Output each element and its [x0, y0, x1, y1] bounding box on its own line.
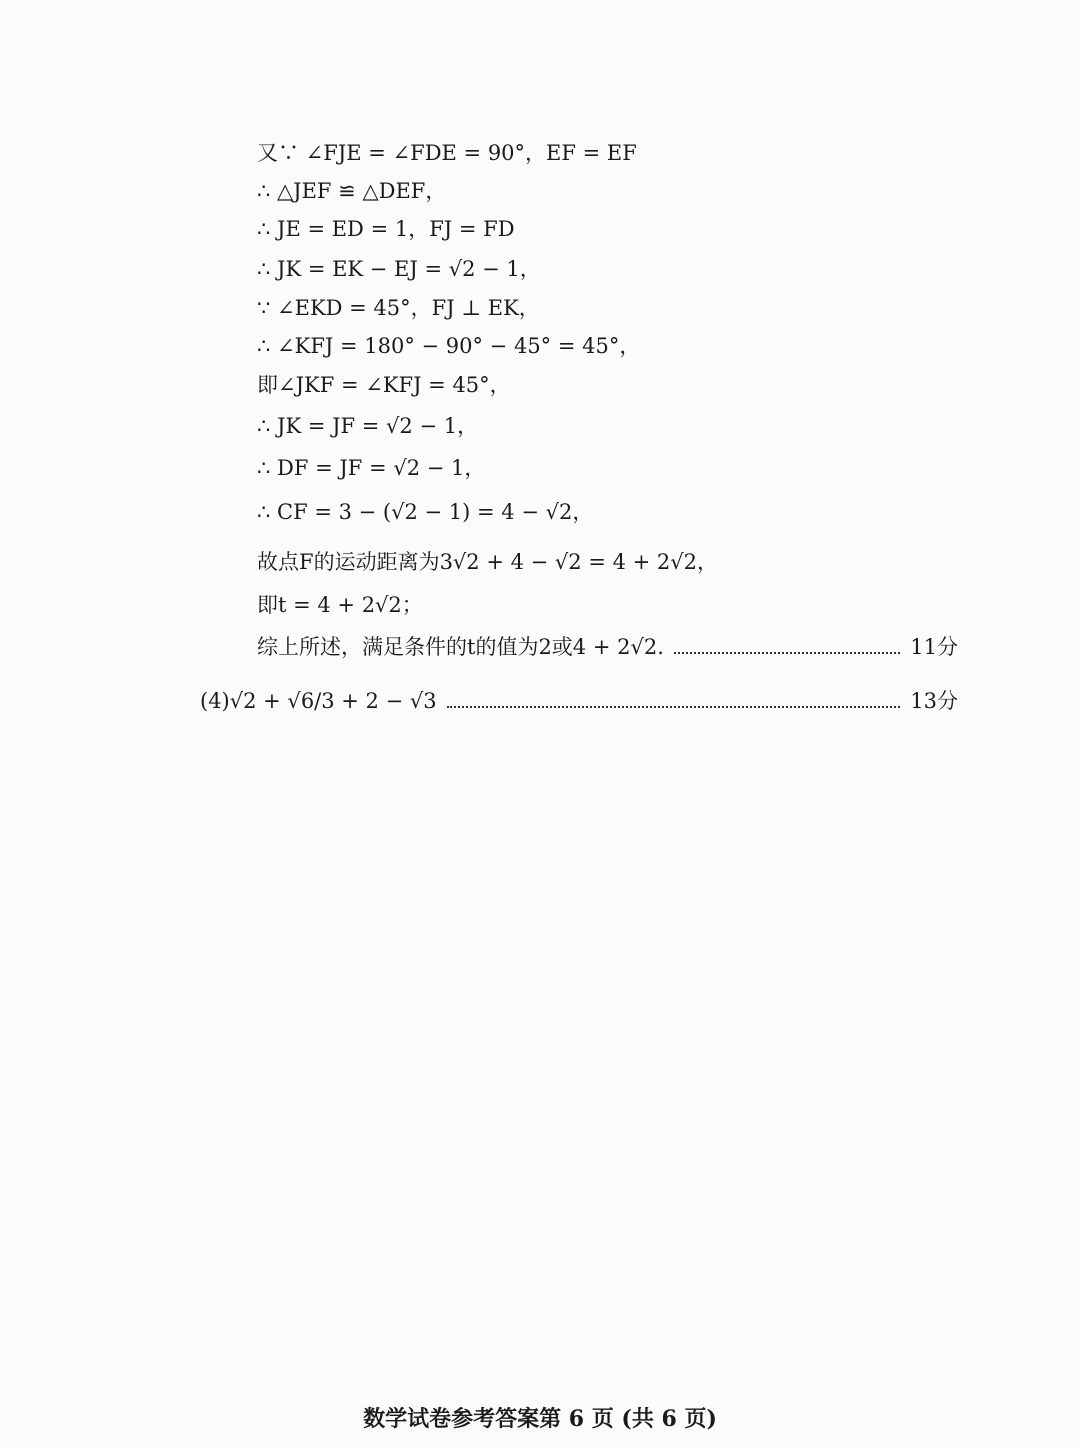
proof-line-9: ∴ DF = JF = √2 − 1， [257, 456, 486, 480]
proof-line-11: 故点F的运动距离为3√2 + 4 − √2 = 4 + 2√2， [257, 550, 719, 574]
proof-line-5: ∵ ∠EKD = 45°，FJ ⊥ EK， [257, 296, 540, 320]
proof-line-4: ∴ JK = EK − EJ = √2 − 1， [257, 257, 541, 281]
proof-line-3: ∴ JE = ED = 1，FJ = FD [257, 217, 515, 241]
proof-line-10: ∴ CF = 3 − (√2 − 1) = 4 − √2， [257, 500, 594, 524]
part4-text: (4)√2 + √6/3 + 2 − √3 [200, 689, 437, 713]
proof-line-2: ∴ △JEF ≌ △DEF， [257, 179, 447, 203]
dot-leader [447, 706, 901, 708]
dot-leader [674, 652, 900, 654]
score-13: 13分 [910, 689, 958, 713]
summary-text: 综上所述，满足条件的t的值为2或4 + 2√2. [257, 635, 664, 659]
proof-line-7: 即∠JKF = ∠KFJ = 45°， [257, 373, 511, 397]
part4-row [200, 686, 958, 716]
proof-line-12: 即t = 4 + 2√2； [257, 593, 423, 617]
proof-line-1: 又∵ ∠FJE = ∠FDE = 90°，EF = EF [257, 141, 637, 165]
proof-line-6: ∴ ∠KFJ = 180° − 90° − 45° = 45°， [257, 334, 641, 358]
summary-row [257, 632, 958, 662]
page-footer: 数学试卷参考答案第 6 页 (共 6 页) [363, 1406, 717, 1432]
proof-line-8: ∴ JK = JF = √2 − 1， [257, 414, 479, 438]
score-11: 11分 [910, 635, 958, 659]
